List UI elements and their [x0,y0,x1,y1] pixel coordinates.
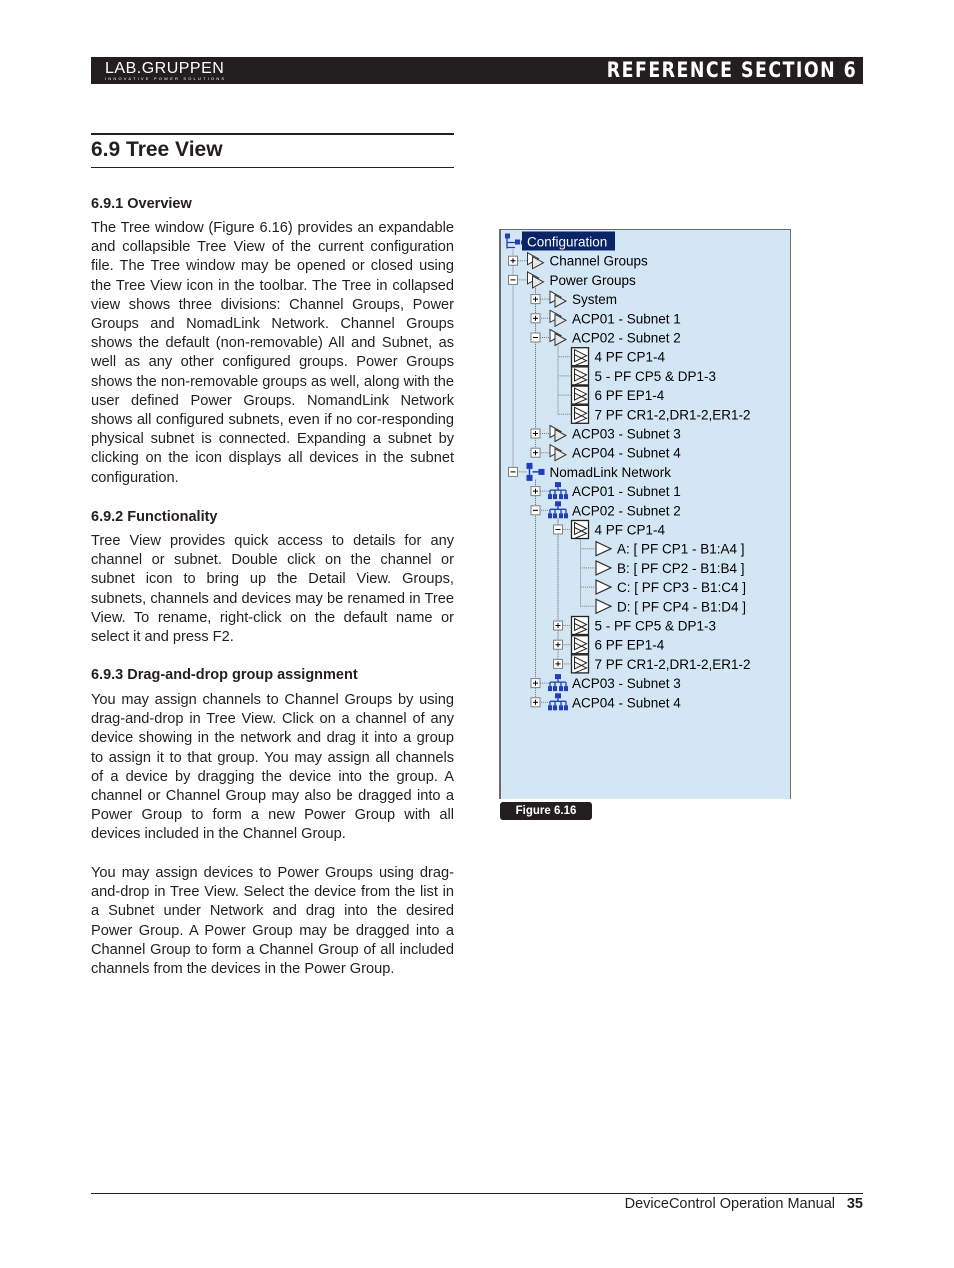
group-icon [550,426,566,442]
tree-view-window[interactable] [499,229,791,799]
collapse-icon[interactable] [509,467,518,476]
tree-node[interactable] [554,617,717,635]
tree-node[interactable] [596,580,746,595]
tree-label-configuration: Configuration [527,234,608,250]
device-icon [572,617,589,635]
tree-node[interactable] [509,272,637,288]
group-icon [550,445,566,461]
tree-node[interactable] [572,386,665,404]
tree-connector [581,538,595,607]
subnet-icon [548,674,568,691]
subnet-icon [548,501,568,518]
subnet-icon [548,693,568,710]
tree-node-label: ACP02 - Subnet 2 [572,330,681,346]
tree-node-label: A: [ PF CP1 - B1:A4 ] [617,541,745,557]
tree-node[interactable] [531,674,681,691]
tree-root-configuration[interactable] [505,232,615,251]
expand-icon[interactable] [554,640,563,649]
tree-node-label: 5 - PF CP5 & DP1-3 [594,618,717,634]
section-rule-top [91,133,454,135]
footer-page-number: 35 [846,1196,863,1212]
tree-node-label: 4 PF CP1-4 [594,522,666,538]
tree-connector [581,538,595,568]
subsection-heading-overview: 6.9.1 Overview [91,196,192,212]
expand-icon[interactable] [531,679,540,688]
tree-node-label: Power Groups [549,272,636,288]
figure-caption: Figure 6.16 [500,802,592,820]
channel-icon [596,599,611,613]
expand-icon[interactable] [531,295,540,304]
device-icon [572,521,589,539]
section-rule-bottom [91,167,454,168]
tree-connector [558,346,572,376]
tree-node-label: C: [ PF CP3 - B1:C4 ] [617,580,747,596]
expand-icon[interactable] [554,659,563,668]
tree-node[interactable] [509,253,649,269]
overview-paragraph: The Tree window (Figure 6.16) provides an expandable and collapsible Tree View of the current configuration file. The Tree window may be opened or closed using the Tree View icon in the toolbar. The Tree in collapsed view shows three divisions: Channel Groups, Power Groups and NomadLink Network. Channel Groups shows the default (non-removable) All and Subnet, as well as any other configured groups. Power Groups shows the non-removable groups as well, along with the user defined Power Groups. NomandLink Network shows all configured subnets, even if no cor-responding physical subnet is connected. Expanding a subnet by clicking on the icon displays all devices in the subnet configuration. [91,220,454,486]
expand-icon[interactable] [531,429,540,438]
tree-node-label: ACP04 - Subnet 4 [572,695,681,711]
tree-node[interactable] [509,463,672,481]
device-icon [572,405,589,423]
subsection-heading-functionality: 6.9.2 Functionality [91,509,218,525]
drag-drop-paragraph-2: You may assign devices to Power Groups using drag-and-drop in Tree View. Select the device from the list in a Subnet under Network and drag into the desired Power Group. A Power Group may be dragged into a Channel Group to form a Channel Group of all included channels from the devices in the Power Group. [91,865,454,978]
collapse-icon[interactable] [531,333,540,342]
brand-logo: LAB.GRUPPEN [105,60,225,77]
tree-node[interactable] [531,482,681,499]
tree-node[interactable] [531,426,681,442]
tree-node-label: 6 PF EP1-4 [594,388,665,404]
tree-connector [581,538,595,549]
device-icon [572,655,589,673]
device-icon [572,636,589,654]
footer-manual-title: DeviceControl Operation Manual [624,1196,835,1212]
collapse-icon[interactable] [531,506,540,515]
tree-connector [536,288,550,434]
tree-node-label: ACP03 - Subnet 3 [572,426,681,442]
functionality-paragraph: Tree View provides quick access to details for any channel or subnet. Double click on the channel or subnet icon to bring up the Detail View. Groups, subnets, channels and devices may be renamed in Tree View. To rename, right-click on the default name or select it and press F2. [91,533,454,646]
tree-node[interactable] [572,348,666,366]
tree-node-label: ACP03 - Subnet 3 [572,676,681,692]
tree-node-label: ACP04 - Subnet 4 [572,445,681,461]
tree-connector [558,346,572,396]
tree-node-label: D: [ PF CP4 - B1:D4 ] [617,599,747,615]
tree-node[interactable] [531,501,681,518]
section-title: 6.9 Tree View [91,138,223,161]
tree-node-label: ACP02 - Subnet 2 [572,503,681,519]
tree-node[interactable] [572,367,717,385]
tree-node-label: System [572,292,618,308]
tree-node[interactable] [596,542,745,557]
brand-tagline: INNOVATIVE POWER SOLUTIONS [105,76,227,81]
channel-icon [596,542,611,556]
footer-rule [91,1193,863,1194]
tree-connector [558,346,572,357]
expand-icon[interactable] [531,487,540,496]
tree-node[interactable] [531,445,681,461]
section-label: REFERENCE SECTION 6 [606,58,857,82]
tree-node-label: Channel Groups [549,253,648,269]
tree-node[interactable] [554,655,751,673]
device-icon [572,386,589,404]
collapse-icon[interactable] [509,275,518,284]
expand-icon[interactable] [554,621,563,630]
tree-node-label: 7 PF CR1-2,DR1-2,ER1-2 [594,656,751,672]
expand-icon[interactable] [509,256,518,265]
tree-node[interactable] [572,405,751,423]
tree-connector [558,346,572,415]
expand-icon[interactable] [531,314,540,323]
tree-node-label: ACP01 - Subnet 1 [572,311,681,327]
tree-node-label: B: [ PF CP2 - B1:B4 ] [617,560,745,576]
group-icon [550,330,566,346]
tree-node[interactable] [554,521,666,539]
device-icon [572,367,589,385]
tree-node[interactable] [531,693,681,710]
group-icon [550,310,566,326]
tree-node[interactable] [531,310,681,326]
subnet-icon [548,482,568,499]
tree-node[interactable] [596,599,746,614]
device-icon [572,348,589,366]
tree-node[interactable] [531,330,681,346]
collapse-icon[interactable] [554,525,563,534]
group-icon [550,291,566,307]
tree-connector [581,538,595,588]
group-icon [528,253,544,269]
group-icon [528,272,544,288]
expand-icon[interactable] [531,448,540,457]
channel-icon [596,561,611,575]
tree-node-label: 6 PF EP1-4 [594,637,665,653]
tree-node-label: 5 - PF CP5 & DP1-3 [594,368,717,384]
subsection-heading-drag-drop: 6.9.3 Drag-and-drop group assignment [91,667,358,683]
tree-node-label: ACP01 - Subnet 1 [572,484,681,500]
drag-drop-paragraph-1: You may assign channels to Channel Groups by using drag-and-drop in Tree View. Click on a channel of any device showing in the network and drag it into a group to assign it to that group. You may assign all channels of a device by dragging the device into the group. A channel or Channel Group may also be dragged into a Power Group to form a new Power Group with all devices included in the Channel Group. [91,692,454,843]
network-icon [527,463,545,481]
header-bar [91,57,863,84]
tree-node[interactable] [531,291,617,307]
tree-node-label: 7 PF CR1-2,DR1-2,ER1-2 [594,407,751,423]
tree-node[interactable] [596,561,745,576]
expand-icon[interactable] [531,698,540,707]
channel-icon [596,580,611,594]
tree-node-label: NomadLink Network [549,464,672,480]
tree-node-label: 4 PF CP1-4 [594,349,666,365]
tree-view-canvas [501,230,791,798]
tree-connector [536,288,550,453]
